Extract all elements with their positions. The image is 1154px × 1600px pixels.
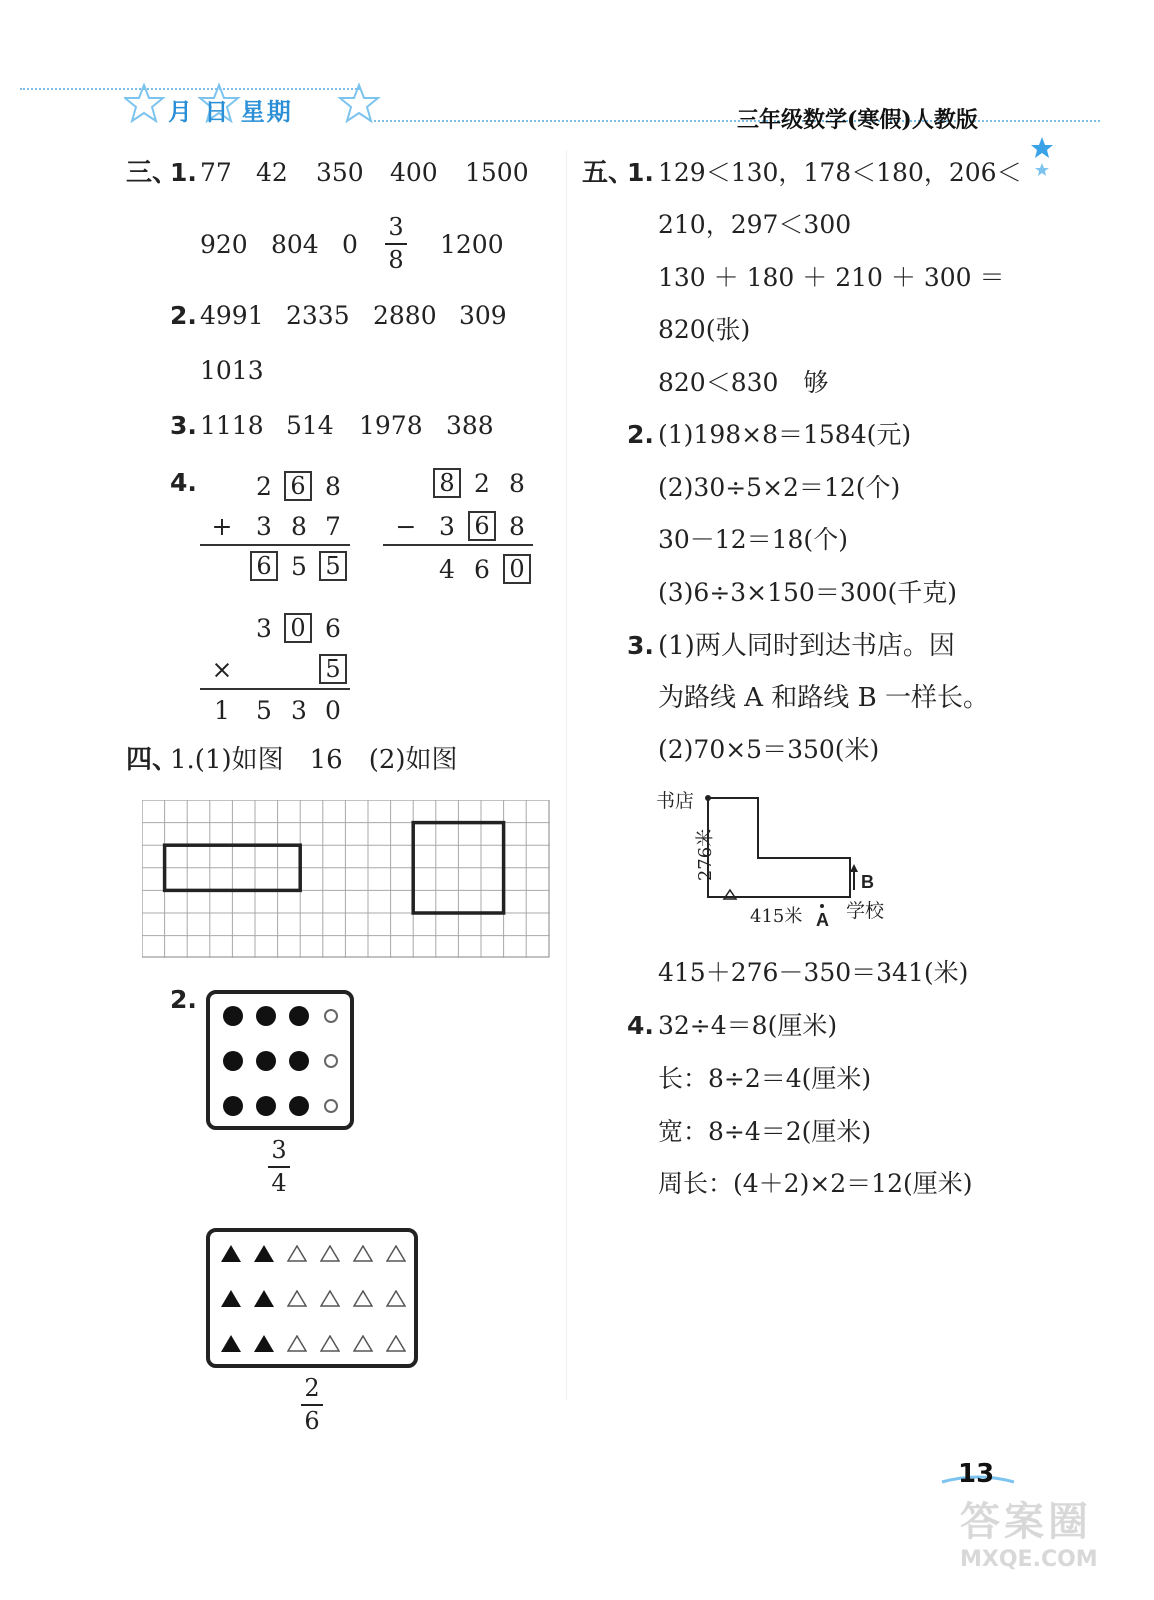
filled-circle-icon — [223, 1051, 243, 1071]
add-top-box-digit: 6 — [284, 471, 312, 501]
hollow-circle-icon — [324, 1009, 338, 1023]
s3-q1-val-1: 77 — [200, 158, 232, 187]
add-res-box-digit: 6 — [250, 551, 278, 581]
section-5-label: 五、 — [582, 158, 635, 188]
route-a-label: A — [816, 910, 829, 930]
s5-q4-line-2: 长：8÷2＝4(厘米) — [658, 1064, 872, 1093]
mul-rule-line — [200, 688, 350, 690]
page-header — [0, 0, 1154, 140]
s3-q1-val-4: 400 — [390, 158, 438, 187]
fraction-bar — [385, 243, 407, 245]
filled-triangle-icon — [254, 1335, 274, 1352]
mul-top-box-digit: 0 — [284, 613, 312, 643]
s3-q1-fraction — [385, 215, 407, 273]
fraction-bar — [268, 1166, 290, 1168]
filled-circle-icon — [223, 1096, 243, 1116]
s3-q2-val-2: 2335 — [286, 301, 350, 330]
sub-res-box-digit: 0 — [503, 554, 531, 584]
s3-q4-number: 4. — [170, 468, 197, 497]
fraction-numerator: 3 — [271, 1136, 287, 1164]
s5-q4-number: 4. — [627, 1011, 654, 1040]
filled-triangle-icon — [254, 1290, 274, 1307]
circles-fraction — [268, 1138, 290, 1196]
sub-mid-digit: 3 — [439, 512, 455, 541]
s3-q1-val-10: 1200 — [440, 230, 504, 259]
mul-top-digit: 6 — [325, 614, 341, 643]
s5-q2-line-3: 30－12＝18(个) — [658, 525, 848, 554]
mul-res-digit: 3 — [291, 696, 307, 725]
date-label: 月 日 星期 — [168, 98, 293, 126]
add-rule-line — [200, 544, 350, 546]
section-3-label: 三、 — [126, 158, 179, 188]
column-divider — [566, 150, 567, 1400]
filled-triangle-icon — [254, 1245, 274, 1262]
s3-q2-number: 2. — [170, 301, 197, 330]
hollow-triangle-icon — [386, 1245, 406, 1262]
mul-res-digit: 0 — [325, 696, 341, 725]
fraction-numerator: 2 — [304, 1374, 320, 1402]
star-icon — [1030, 135, 1060, 185]
s5-q4-line-4: 周长：(4＋2)×2＝12(厘米) — [658, 1169, 973, 1198]
s3-q3-val-3: 1978 — [359, 411, 423, 440]
hollow-triangle-icon — [287, 1335, 307, 1352]
add-res-digit: 5 — [291, 552, 307, 581]
s3-q1-val-5: 1500 — [465, 158, 529, 187]
s5-q1-line-5: 820＜830 够 — [658, 368, 829, 397]
fraction-denominator: 8 — [388, 246, 404, 275]
s3-q1-val-8: 0 — [342, 230, 358, 259]
hollow-triangle-icon — [386, 1335, 406, 1352]
s5-q3-line-3: (2)70×5＝350(米) — [658, 735, 880, 764]
hollow-circle-icon — [324, 1099, 338, 1113]
s3-q1-number: 1. — [170, 158, 197, 187]
s5-q3-calc: 415＋276－350＝341(米) — [658, 958, 969, 987]
add-mid-digit: 8 — [291, 512, 307, 541]
sub-res-digit: 6 — [474, 555, 490, 584]
watermark-title: 答案圈 — [960, 1499, 1092, 1545]
hollow-triangle-icon — [320, 1245, 340, 1262]
header-dotted-line-right — [370, 120, 1100, 122]
s5-q2-number: 2. — [627, 420, 654, 449]
s5-q4-line-3: 宽：8÷4＝2(厘米) — [658, 1117, 872, 1146]
route-b-label: B — [861, 872, 874, 892]
add-top-digit: 2 — [256, 472, 272, 501]
s5-q2-line-2: (2)30÷5×2＝12(个) — [658, 473, 901, 502]
filled-circle-icon — [223, 1006, 243, 1026]
filled-circle-icon — [256, 1051, 276, 1071]
sub-mid-digit: 8 — [509, 512, 525, 541]
fraction-numerator: 3 — [388, 213, 404, 241]
filled-circle-icon — [289, 1051, 309, 1071]
fraction-bar — [301, 1404, 323, 1406]
sub-top-box-digit: 8 — [433, 468, 461, 498]
shop-label: 书店 — [656, 790, 695, 812]
hollow-circle-icon — [324, 1054, 338, 1068]
height-label: 276米 — [695, 828, 717, 882]
s5-q3-line-2: 为路线 A 和路线 B 一样长。 — [658, 683, 989, 713]
add-mid-digit: 7 — [325, 512, 341, 541]
s5-q4-line-1: 32÷4＝8(厘米) — [658, 1011, 838, 1040]
s3-q1-val-7: 804 — [271, 230, 319, 259]
s3-q1-val-2: 42 — [256, 158, 288, 187]
mul-res-digit: 1 — [214, 696, 230, 725]
add-top-digit: 8 — [325, 472, 341, 501]
hollow-triangle-icon — [353, 1290, 373, 1307]
s3-q2-val-4: 309 — [459, 301, 507, 330]
add-operator: + — [211, 512, 233, 541]
sub-top-digit: 8 — [509, 469, 525, 498]
filled-circle-icon — [289, 1096, 309, 1116]
page-number: 13 — [958, 1459, 995, 1489]
fraction-denominator: 4 — [271, 1169, 287, 1198]
fraction-denominator: 6 — [304, 1407, 320, 1436]
s3-q2-val-3: 2880 — [373, 301, 437, 330]
route-diagram — [650, 780, 910, 930]
school-label: 学校 — [846, 900, 885, 922]
mul-operator: × — [211, 655, 233, 684]
s4-q1-text: 1.(1)如图 16 (2)如图 — [170, 745, 458, 775]
s3-q2-val-1: 4991 — [200, 301, 264, 330]
s5-q1-line-1: 129＜130，178＜180，206＜ — [658, 158, 1022, 187]
width-label: 415米 — [750, 906, 803, 927]
filled-circle-icon — [256, 1006, 276, 1026]
sub-mid-box-digit: 6 — [468, 511, 496, 541]
hollow-triangle-icon — [320, 1290, 340, 1307]
triangles-fraction — [301, 1376, 323, 1434]
s3-q3-val-2: 514 — [286, 411, 334, 440]
hollow-triangle-icon — [287, 1245, 307, 1262]
s3-q3-val-1: 1118 — [200, 411, 264, 440]
circles-figure — [206, 990, 354, 1130]
filled-triangle-icon — [221, 1245, 241, 1262]
add-mid-digit: 3 — [256, 512, 272, 541]
sub-rule-line — [383, 544, 533, 546]
mul-top-digit: 3 — [256, 614, 272, 643]
sub-operator: − — [395, 512, 417, 541]
s5-q3-number: 3. — [627, 631, 654, 660]
filled-circle-icon — [289, 1006, 309, 1026]
s4-q2-number: 2. — [170, 985, 197, 1014]
mul-res-digit: 5 — [256, 696, 272, 725]
s5-q1-line-3: 130 ＋ 180 ＋ 210 ＋ 300 ＝ — [658, 263, 1005, 292]
s5-q1-line-4: 820(张) — [658, 315, 751, 344]
s3-q2-val-5: 1013 — [200, 356, 264, 385]
hollow-triangle-icon — [386, 1290, 406, 1307]
sub-res-digit: 4 — [439, 555, 455, 584]
s5-q1-number: 1. — [627, 158, 654, 187]
hollow-triangle-icon — [353, 1335, 373, 1352]
hollow-triangle-icon — [320, 1335, 340, 1352]
s5-q3-line-1: (1)两人同时到达书店。因 — [658, 631, 955, 661]
s5-q2-line-1: (1)198×8＝1584(元) — [658, 420, 912, 449]
s5-q2-line-4: (3)6÷3×150＝300(千克) — [658, 578, 958, 607]
hollow-triangle-icon — [287, 1290, 307, 1307]
sub-top-digit: 2 — [474, 469, 490, 498]
hollow-triangle-icon — [353, 1245, 373, 1262]
s3-q1-val-6: 920 — [200, 230, 248, 259]
s3-q3-val-4: 388 — [446, 411, 494, 440]
triangles-figure — [206, 1228, 418, 1368]
filled-triangle-icon — [221, 1335, 241, 1352]
watermark — [960, 1490, 1140, 1590]
section-4-label: 四、 — [126, 745, 179, 775]
filled-circle-icon — [256, 1096, 276, 1116]
mul-mid-box-digit: 5 — [319, 654, 347, 684]
s5-q1-line-2: 210，297＜300 — [658, 210, 852, 239]
add-res-box-digit: 5 — [319, 551, 347, 581]
s3-q3-number: 3. — [170, 411, 197, 440]
watermark-url: MXQE.COM — [960, 1547, 1098, 1572]
book-title: 三年级数学(寒假)人教版 — [737, 107, 978, 133]
s3-q1-val-3: 350 — [316, 158, 364, 187]
filled-triangle-icon — [221, 1290, 241, 1307]
grid-figure — [142, 800, 550, 958]
